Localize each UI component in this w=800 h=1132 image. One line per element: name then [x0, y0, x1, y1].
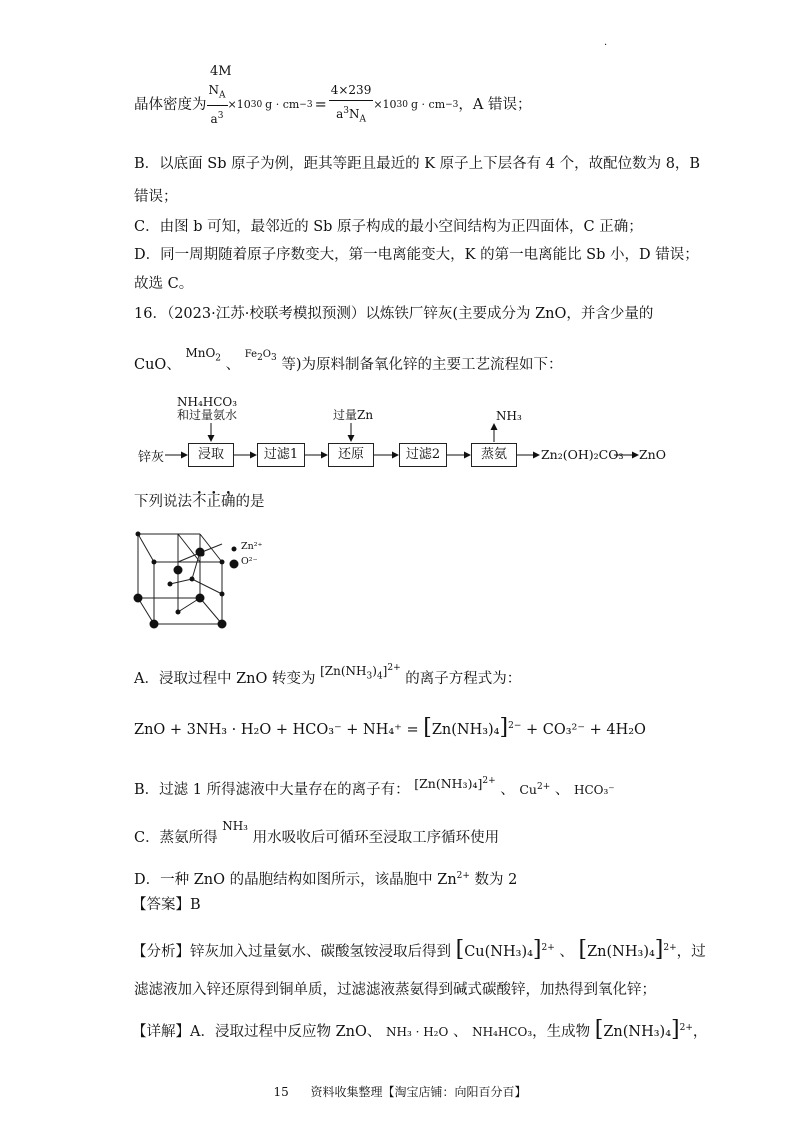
density-formula: [134, 80, 532, 129]
answer-line: 【答案】B: [132, 897, 201, 913]
cuo-text: CuO、: [134, 357, 181, 373]
equation-lhs: ZnO + 3NH₃ · H₂O + HCO₃⁻ + NH₄⁺ =: [134, 721, 419, 738]
separator: 、: [225, 357, 241, 373]
legend-o-dot: [230, 560, 239, 569]
legend-zn-label: Zn²⁺: [241, 541, 263, 552]
explanation-b-line2: 错误；: [134, 189, 178, 205]
equation-rhs: + CO₃²⁻ + 4H₂O: [525, 721, 646, 738]
question-16-line2-rest: 等)为原料制备氧化锌的主要工艺流程如下：: [281, 357, 563, 373]
option-c-nh3: NH₃: [222, 819, 248, 833]
option-b-charge: 2+: [482, 776, 496, 786]
analysis-text2: ，过: [676, 943, 706, 960]
fraction-2-denominator-sup: 3: [343, 106, 349, 116]
option-b-complex-text: Zn(NH₃)₄: [419, 776, 478, 792]
unit-2-exp: −3: [445, 99, 459, 110]
option-d: [134, 866, 517, 890]
fraction-2: [329, 80, 374, 129]
equation-complex: Zn(NH₃)₄: [431, 721, 500, 738]
analysis-bracket-2-open: [: [578, 936, 588, 962]
fe-text: Fe: [244, 349, 258, 360]
detail-bracket-close: ]: [671, 1016, 680, 1042]
option-b: [134, 777, 615, 800]
fe2o3-formula: [244, 349, 277, 363]
flow-arrows: [130, 390, 690, 480]
step-ammonia-evaporation: 蒸氨: [471, 443, 517, 467]
emphasis-char-3: 确: [221, 494, 236, 510]
o-text: O: [262, 349, 271, 360]
multiplier-1: ×10: [227, 97, 251, 111]
option-c-text2: 用水吸收后可循环至浸取工序循环使用: [252, 830, 500, 846]
detail-line: [132, 1018, 707, 1042]
multiplier-2: ×10: [373, 97, 397, 111]
step-filter-1: 过滤1: [257, 443, 305, 467]
detail-reactant-2: NH₄HCO₃: [472, 1024, 533, 1039]
analysis-sep: 、: [559, 943, 574, 960]
question-16-line2: [134, 346, 563, 380]
prompt-text-b: 的是: [235, 494, 265, 510]
option-a-text2: 的离子方程式为：: [405, 671, 522, 687]
analysis-bracket-1-close: ]: [532, 936, 542, 962]
equation-bracket-close: ]: [499, 714, 509, 740]
option-a-complex: [Zn(NH3)4]2+: [320, 663, 401, 682]
ionic-equation: [134, 716, 646, 740]
option-b-complex: $[Zn(NH_3)_4]^{2+}$: [414, 776, 496, 792]
fraction-1: [207, 80, 228, 129]
analysis-line2: 滤滤液加入锌还原得到铜单质，过滤滤液蒸氨得到碱式碳酸锌，加热得到氧化锌；: [134, 982, 656, 998]
equals-sign: =: [314, 96, 327, 113]
question-prompt: [134, 492, 265, 512]
option-b-sep1: 、: [500, 782, 515, 799]
option-b-text1: B．过滤 1 所得滤液中大量存在的离子有：: [134, 782, 410, 799]
option-c-text1: C．蒸氨所得: [134, 830, 218, 846]
exponent-1: 30: [250, 99, 263, 110]
legend-o-label: O²⁻: [241, 556, 258, 567]
legend-zn-dot: [232, 547, 237, 552]
fraction-2-denominator: a: [336, 107, 344, 121]
o-sub: 3: [271, 353, 277, 363]
option-a-charge: 2+: [387, 663, 401, 673]
fraction-2-denominator-rest: N: [348, 107, 360, 121]
fraction-1-numerator: N: [208, 83, 219, 97]
explanation-d: D．同一周期随着原子序数变大，第一电离能变大，K 的第一电离能比 Sb 小，D 错误；: [134, 247, 699, 263]
reagent-1-line2: 和过量氨水: [177, 408, 238, 422]
unit-1: g · cm: [265, 97, 300, 111]
option-c: [134, 819, 500, 848]
analysis-line1: [132, 938, 706, 962]
analysis-bracket-1-open: [: [455, 936, 465, 962]
detail-tail: ，: [692, 1023, 708, 1040]
analysis-text1: 锌灰加入过量氨水、碳酸氢铵浸取后得到: [190, 943, 451, 960]
page-number: 15: [273, 1085, 289, 1099]
option-a: [134, 663, 522, 694]
detail-label: 【详解】: [132, 1023, 190, 1040]
mno2-sub: 2: [215, 353, 222, 364]
analysis-charge-2: 2+: [663, 943, 677, 953]
reagent-1-line1: NH₄HCO₃: [177, 395, 238, 409]
option-b-sep2: 、: [554, 782, 570, 799]
zno-crystal-figure: [130, 524, 290, 640]
option-a-sub3: 3: [366, 671, 373, 682]
crystal-cell-drawing: [130, 524, 290, 636]
gas-product: NH₃: [496, 409, 522, 423]
detail-charge: 2+: [679, 1023, 693, 1033]
fe-sub: 2: [257, 353, 263, 363]
unit-2: g · cm: [411, 97, 446, 111]
step-reduction: 还原: [328, 443, 374, 467]
emphasis-char-1: 不: [192, 494, 207, 510]
step-leaching: 浸取: [188, 443, 234, 467]
option-a-sub4: 4: [376, 671, 383, 682]
analysis-complex-2: Zn(NH₃)₄: [587, 943, 655, 960]
fraction-1-denominator-sup: 3: [217, 111, 224, 122]
flow-product-2: ZnO: [639, 447, 666, 462]
flow-product-1: Zn₂(OH)₂CO₃: [541, 447, 624, 462]
option-a-complex-text: Zn(NH: [324, 664, 367, 678]
fraction-2-denominator-sub: A: [359, 114, 366, 125]
cu-charge: 2+: [536, 782, 551, 792]
step-filter-2: 过滤2: [399, 443, 447, 467]
density-numerator-top: 4M: [210, 64, 232, 79]
fraction-1-denominator: a: [210, 112, 218, 127]
mno2-formula: [185, 346, 222, 364]
detail-reactant-1: NH₃ · H₂O: [386, 1024, 449, 1039]
detail-text1: A．浸取过程中反应物 ZnO、: [190, 1023, 382, 1040]
fraction-2-numerator: 4×239: [329, 80, 374, 101]
cu-text: Cu: [519, 782, 537, 798]
unit-1-exp: −3: [299, 99, 313, 110]
corner-mark: ·: [604, 40, 608, 51]
density-suffix: ，A 错误；: [458, 96, 532, 113]
option-b-hco3: HCO₃⁻: [573, 783, 615, 798]
equation-bracket-open: [: [423, 714, 432, 740]
detail-text2: ，生成物: [532, 1023, 591, 1040]
detail-bracket-open: [: [594, 1016, 604, 1042]
option-d-text2: 数为 2: [469, 871, 518, 888]
analysis-bracket-2-close: ]: [654, 936, 664, 962]
footer-source: 资料收集整理【淘宝店铺：向阳百分百】: [310, 1085, 527, 1099]
option-d-charge: 2+: [456, 871, 470, 881]
explanation-c: C．由图 b 可知，最邻近的 Sb 原子构成的最小空间结构为正四面体，C 正确；: [134, 219, 643, 235]
fraction-1-numerator-sub: A: [219, 90, 226, 101]
reagent-2: 过量Zn: [333, 408, 374, 422]
option-a-text1: A．浸取过程中 ZnO 转变为: [134, 671, 316, 687]
option-a-close-paren: ): [372, 664, 377, 678]
mno2-text: MnO: [185, 346, 216, 360]
equation-charge: 2−: [508, 721, 522, 731]
question-16-line1: 16．（2023·江苏·校联考模拟预测）以炼铁厂锌灰(主要成分为 ZnO，并含少量的: [134, 306, 654, 322]
detail-sep: 、: [452, 1023, 468, 1040]
flow-start: 锌灰: [138, 450, 165, 465]
analysis-complex-1: Cu(NH₃)₄: [464, 943, 533, 960]
exponent-2: 30: [396, 99, 408, 110]
emphasis-char-2: 正: [206, 494, 221, 510]
prompt-text-a: 下列说法: [134, 494, 192, 510]
analysis-label: 【分析】: [132, 943, 190, 960]
explanation-b-line1: B．以底面 Sb 原子为例，距其等距且最近的 K 原子上下层各有 4 个，故配位数为 8，B: [134, 156, 701, 172]
option-b-cu: [519, 782, 550, 797]
option-d-text1: D．一种 ZnO 的晶胞结构如图所示，该晶胞中 Zn: [134, 871, 457, 888]
detail-complex: Zn(NH₃)₄: [603, 1023, 672, 1040]
density-prefix: 晶体密度为: [134, 96, 207, 113]
page-footer: [0, 1083, 800, 1100]
analysis-charge-1: 2+: [541, 943, 555, 953]
choice-statement: 故选 C。: [134, 276, 194, 292]
